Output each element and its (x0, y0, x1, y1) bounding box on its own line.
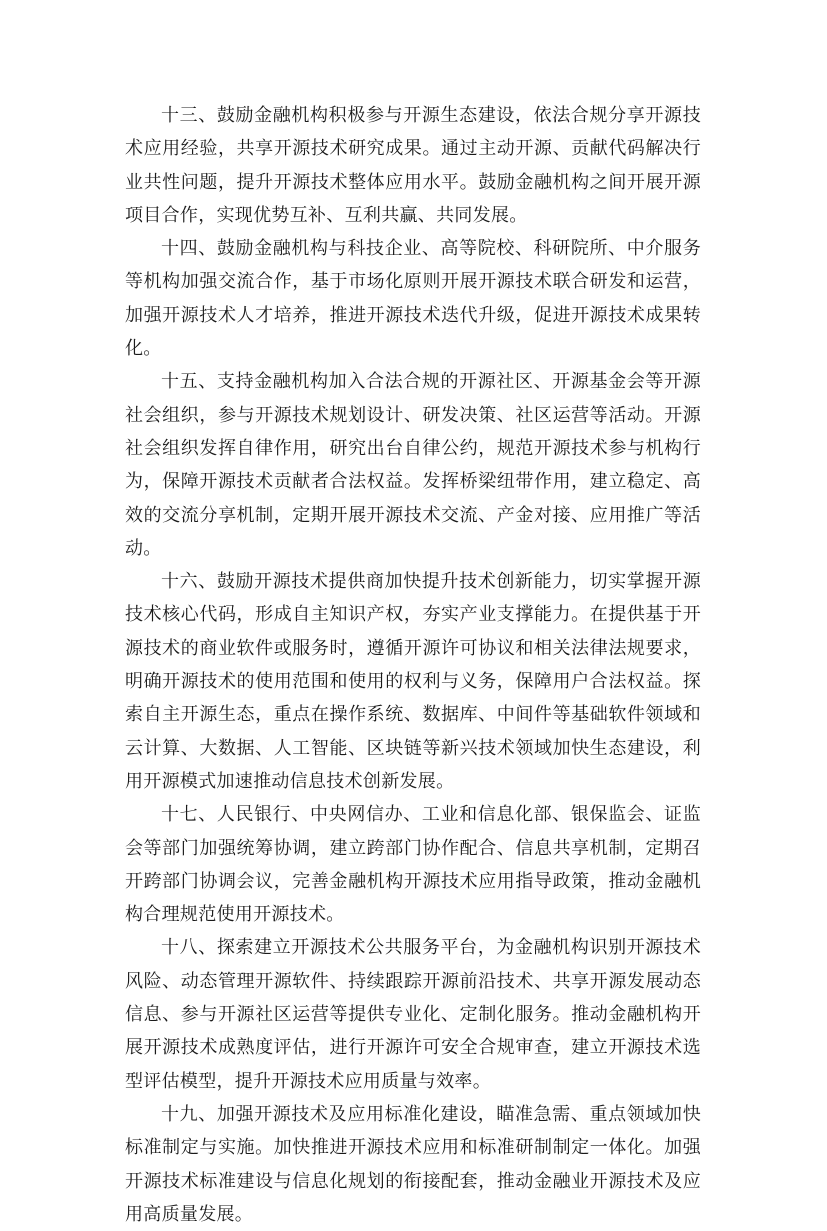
paragraph-14: 十四、鼓励金融机构与科技企业、高等院校、科研院所、中介服务等机构加强交流合作，基于市场化原则开展开源技术联合研发和运营，加强开源技术人才培养，推进开源技术迭代升级，促进开源技术成果转化。 (125, 238, 701, 360)
paragraph-19: 十九、加强开源技术及应用标准化建设，瞄准急需、重点领域加快标准制定与实施。加快推进开源技术应用和标准研制制定一体化。加强开源技术标准建设与信息化规划的衔接配套，推动金融业开源技术及应用高质量发展。 (125, 1103, 701, 1225)
paragraph-17: 十七、人民银行、中央网信办、工业和信息化部、银保监会、证监会等部门加强统筹协调，建立跨部门协作配合、信息共享机制，定期召开跨部门协调会议，完善金融机构开源技术应用指导政策，推动金融机构合理规范使用开源技术。 (125, 804, 701, 926)
document-body (125, 99, 701, 1231)
paragraph-16: 十六、鼓励开源技术提供商加快提升技术创新能力，切实掌握开源技术核心代码，形成自主知识产权，夯实产业支撑能力。在提供基于开源技术的商业软件或服务时，遵循开源许可协议和相关法律法规要求，明确开源技术的使用范围和使用的权利与义务，保障用户合法权益。探索自主开源生态，重点在操作系统、数据库、中间件等基础软件领域和云计算、大数据、人工智能、区块链等新兴技术领域加快生态建设，利用开源模式加速推动信息技术创新发展。 (125, 571, 701, 792)
paragraph-18: 十八、探索建立开源技术公共服务平台，为金融机构识别开源技术风险、动态管理开源软件、持续跟踪开源前沿技术、共享开源发展动态信息、参与开源社区运营等提供专业化、定制化服务。推动金融机构开展开源技术成熟度评估，进行开源许可安全合规审查，建立开源技术选型评估模型，提升开源技术应用质量与效率。 (125, 937, 701, 1092)
paragraph-13: 十三、鼓励金融机构积极参与开源生态建设，依法合规分享开源技术应用经验，共享开源技术研究成果。通过主动开源、贡献代码解决行业共性问题，提升开源技术整体应用水平。鼓励金融机构之间开展开源项目合作，实现优势互补、互利共赢、共同发展。 (125, 105, 701, 226)
paragraph-15: 十五、支持金融机构加入合法合规的开源社区、开源基金会等开源社会组织，参与开源技术规划设计、研发决策、社区运营等活动。开源社会组织发挥自律作用，研究出台自律公约，规范开源技术参与机构行为，保障开源技术贡献者合法权益。发挥桥梁纽带作用，建立稳定、高效的交流分享机制，定期开展开源技术交流、产金对接、应用推广等活动。 (125, 371, 701, 559)
